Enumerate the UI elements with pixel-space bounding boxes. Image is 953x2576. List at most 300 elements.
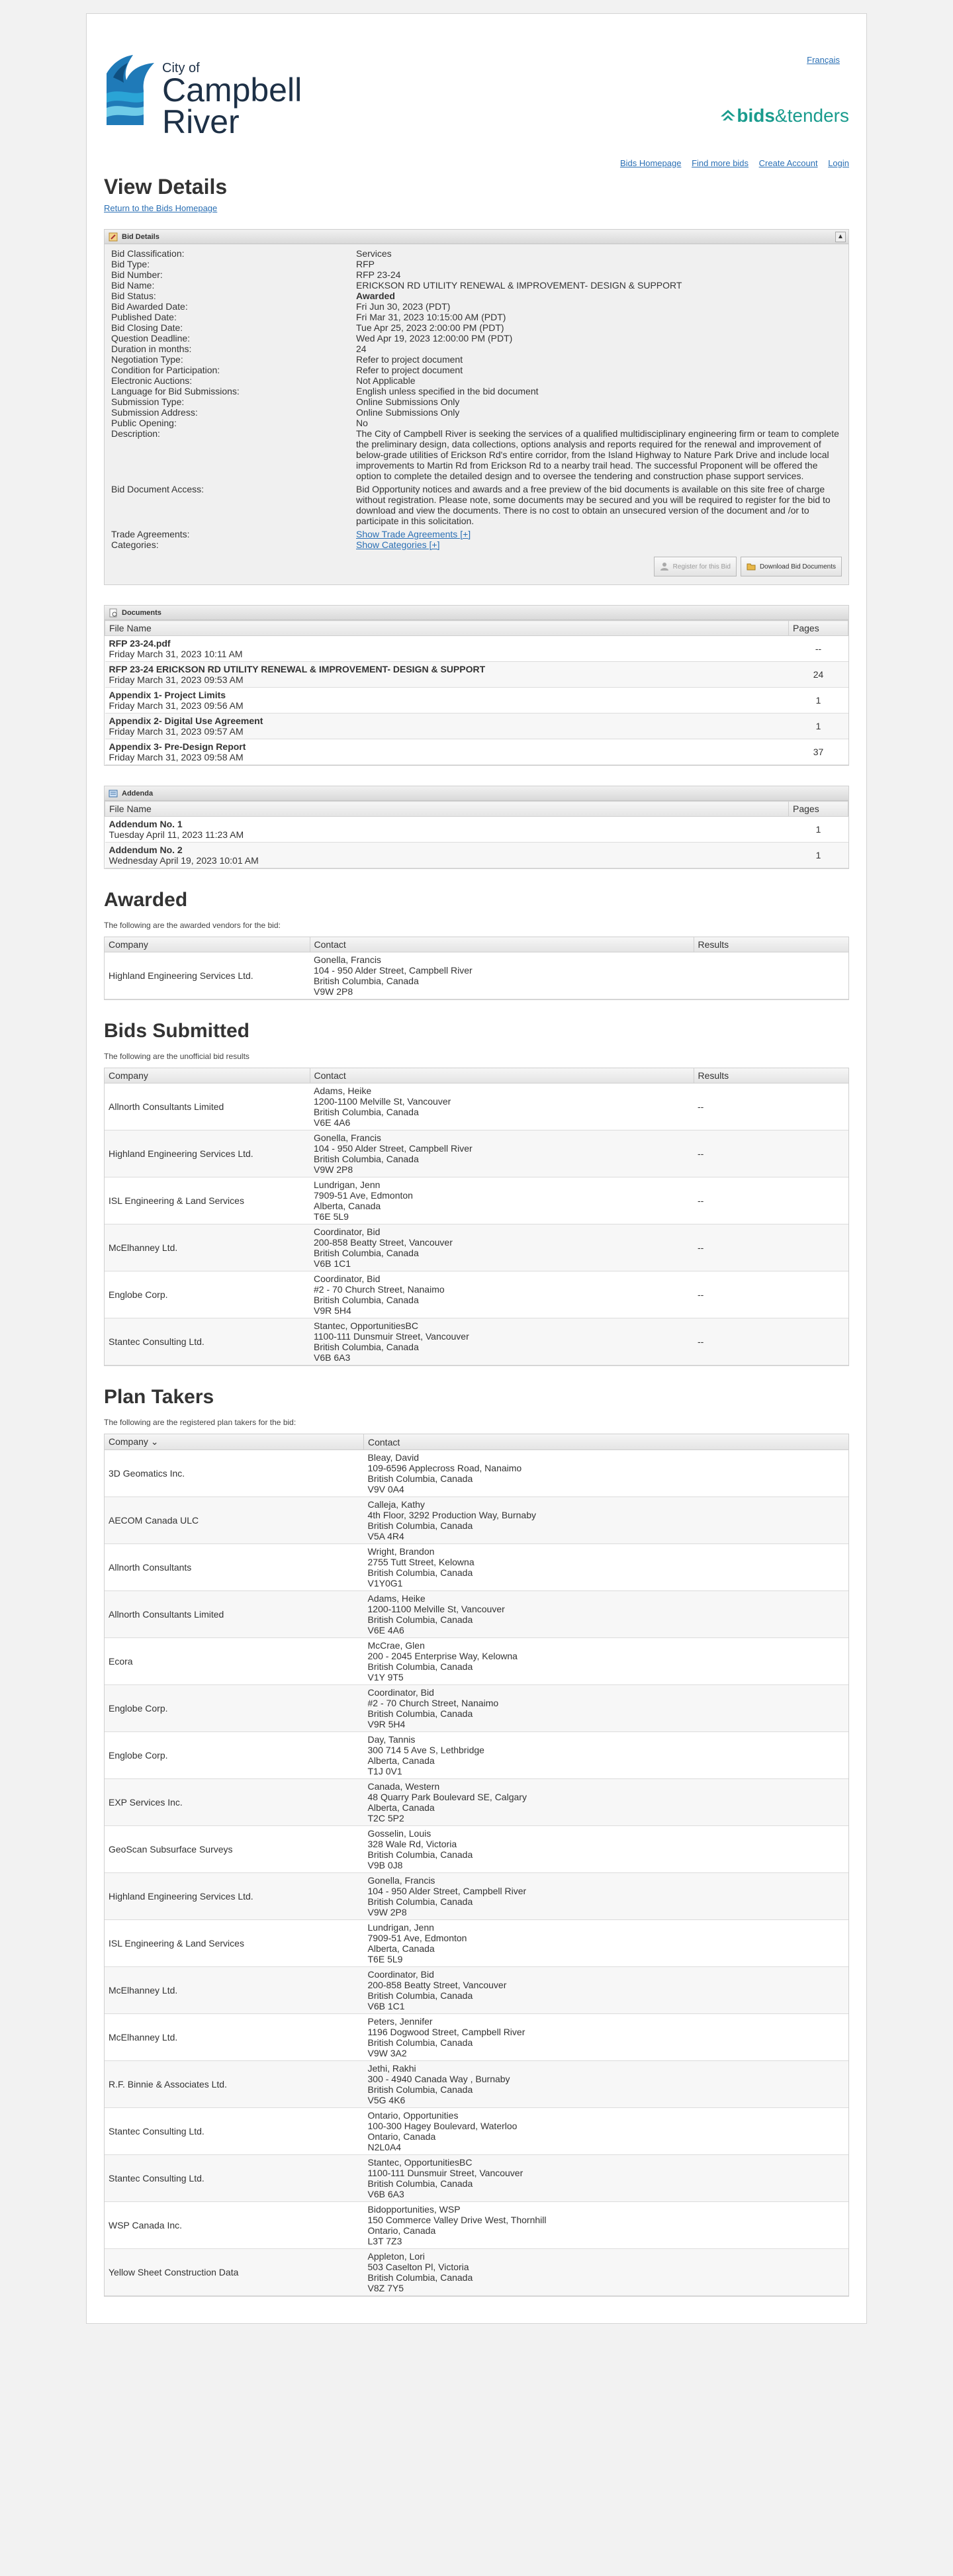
- contact-line: T2C 5P2: [367, 1813, 404, 1823]
- table-row: [105, 1967, 848, 2014]
- table-row[interactable]: [105, 636, 848, 662]
- col-contact[interactable]: Contact: [310, 1068, 694, 1083]
- file-date: Friday March 31, 2023 09:53 AM: [109, 674, 244, 685]
- logo-line1: Campbell: [162, 71, 302, 109]
- company-cell: AECOM Canada ULC: [105, 1497, 364, 1544]
- table-row: [105, 1779, 848, 1826]
- file-cell: [105, 713, 789, 739]
- bids-tenders-logo-icon: [719, 109, 737, 123]
- company-cell: Englobe Corp.: [105, 1732, 364, 1779]
- contact-line: British Columbia, Canada: [367, 2272, 473, 2283]
- nav-find-more-bids[interactable]: Find more bids: [692, 158, 749, 168]
- awarded-table-wrap: [104, 937, 849, 1000]
- detail-label: Duration in months:: [111, 344, 192, 354]
- detail-row: [111, 269, 842, 280]
- table-row: [105, 2202, 848, 2249]
- result-cell: --: [694, 1083, 848, 1130]
- contact-line: British Columbia, Canada: [314, 1248, 419, 1258]
- detail-label: Bid Document Access:: [111, 484, 204, 494]
- contact-line: V9V 0A4: [367, 1484, 404, 1495]
- contact-line: 2755 Tutt Street, Kelowna: [367, 1557, 475, 1567]
- contact-line: British Columbia, Canada: [314, 1107, 419, 1117]
- contact-cell: [364, 2202, 849, 2249]
- company-cell: WSP Canada Inc.: [105, 2202, 364, 2249]
- contact-cell: [364, 2108, 849, 2155]
- contact-cell: [310, 1271, 694, 1318]
- table-row[interactable]: [105, 662, 848, 688]
- contact-cell: [364, 1497, 849, 1544]
- contact-line: Bleay, David: [367, 1452, 420, 1463]
- awarded-subtitle: The following are the awarded vendors for the bid:: [104, 921, 281, 930]
- contact-line: V8Z 7Y5: [367, 2283, 404, 2293]
- contact-line: 200-858 Beatty Street, Vancouver: [314, 1237, 453, 1248]
- contact-line: V9R 5H4: [367, 1719, 406, 1729]
- page-count: 1: [789, 688, 848, 713]
- table-row[interactable]: [105, 739, 848, 765]
- contact-line: V9W 2P8: [314, 986, 353, 997]
- awarded-table: [105, 937, 848, 999]
- contact-cell: [364, 1732, 849, 1779]
- file-date: Friday March 31, 2023 09:58 AM: [109, 752, 244, 762]
- detail-value: Bid Opportunity notices and awards and a free preview of the bid documents is available on this site free of charge without registration. Please note, some documents may be secured and you will be required to register for the bid to download and view the documents. There is no cost to obtain an unsecured version of the document and /or to participate in this solicitation.: [356, 484, 831, 526]
- contact-line: Day, Tannis: [367, 1734, 416, 1745]
- logo-line2: River: [162, 103, 240, 140]
- contact-line: 1100-111 Dunsmuir Street, Vancouver: [314, 1331, 469, 1342]
- result-cell: --: [694, 1224, 848, 1271]
- documents-panel: [104, 605, 849, 766]
- return-link[interactable]: Return to the Bids Homepage: [104, 203, 218, 213]
- contact-line: Alberta, Canada: [367, 1755, 435, 1766]
- company-cell: Allnorth Consultants: [105, 1544, 364, 1591]
- detail-value: Fri Jun 30, 2023 (PDT): [356, 301, 451, 312]
- detail-row: [111, 312, 842, 322]
- col-results[interactable]: Results: [694, 937, 848, 952]
- contact-cell: [310, 1130, 694, 1177]
- contact-line: Lundrigan, Jenn: [314, 1179, 381, 1190]
- contact-line: T6E 5L9: [314, 1211, 349, 1222]
- result-cell: [694, 952, 848, 999]
- contact-cell: [310, 1224, 694, 1271]
- download-documents-button[interactable]: [741, 557, 842, 576]
- plan-takers-subtitle: The following are the registered plan takers for the bid:: [104, 1418, 296, 1427]
- addenda-icon: [109, 789, 118, 798]
- detail-value: RFP: [356, 259, 375, 269]
- page-title: View Details: [104, 175, 228, 199]
- table-row: [105, 2155, 848, 2202]
- detail-label: Bid Type:: [111, 259, 150, 269]
- addenda-header: [105, 786, 848, 801]
- contact-line: Adams, Heike: [367, 1593, 426, 1604]
- detail-label: Submission Type:: [111, 396, 185, 407]
- addenda-table: [105, 801, 848, 868]
- page-count: 1: [789, 713, 848, 739]
- plan-takers-table-wrap: [104, 1434, 849, 2297]
- detail-label: Trade Agreements:: [111, 529, 190, 539]
- contact-line: V6B 6A3: [367, 2189, 404, 2199]
- table-row: [105, 2014, 848, 2061]
- documents-header-row: [105, 621, 848, 636]
- detail-row: [111, 248, 842, 259]
- detail-row: [111, 301, 842, 312]
- page-count: 1: [789, 817, 848, 843]
- user-icon: [660, 562, 669, 571]
- contact-line: Coordinator, Bid: [367, 1687, 434, 1698]
- file-name[interactable]: RFP 23-24.pdf: [109, 638, 171, 649]
- company-cell: Yellow Sheet Construction Data: [105, 2249, 364, 2296]
- contact-line: V6B 1C1: [367, 2001, 405, 2011]
- table-row: [105, 1544, 848, 1591]
- file-cell: [105, 636, 789, 662]
- contact-line: 300 714 5 Ave S, Lethbridge: [367, 1745, 484, 1755]
- col-results[interactable]: Results: [694, 1068, 848, 1083]
- plan-takers-header-row: [105, 1434, 848, 1450]
- detail-row: [111, 375, 842, 386]
- company-cell: Highland Engineering Services Ltd.: [105, 952, 310, 999]
- contact-line: V6E 4A6: [367, 1625, 404, 1635]
- detail-row: [111, 259, 842, 269]
- col-company[interactable]: Company: [105, 937, 310, 952]
- contact-line: Gonella, Francis: [314, 954, 381, 965]
- bid-details-panel: [104, 229, 849, 585]
- file-name[interactable]: Appendix 2- Digital Use Agreement: [109, 715, 263, 726]
- detail-label: Categories:: [111, 539, 159, 550]
- detail-value: Services: [356, 248, 392, 259]
- detail-row: [111, 344, 842, 354]
- contact-line: British Columbia, Canada: [367, 1520, 473, 1531]
- contact-line: British Columbia, Canada: [367, 1614, 473, 1625]
- detail-row-categories: [111, 539, 842, 550]
- register-button[interactable]: [654, 557, 737, 576]
- company-cell: Highland Engineering Services Ltd.: [105, 1873, 364, 1920]
- detail-label: Description:: [111, 428, 160, 439]
- nav-bids-homepage[interactable]: Bids Homepage: [619, 158, 682, 168]
- contact-line: 7909-51 Ave, Edmonton: [314, 1190, 413, 1201]
- table-row[interactable]: [105, 688, 848, 713]
- file-name[interactable]: Appendix 3- Pre-Design Report: [109, 741, 246, 752]
- file-date: Friday March 31, 2023 10:11 AM: [109, 649, 243, 659]
- detail-value: The City of Campbell River is seeking the services of a qualified multidisciplinary engineering firm or team to complete the preliminary design, data collections, options analysis and reports required for the renewal and improvement of below-grade utilities of Erickson Rd's entire corridor, from the Island Highway to Nature Park Drive and include local improvements to Martin Rd from Erickson Rd to a nearby trail head. The successful Proponent will be offered the option to complete the detailed design and to oversee the tendering and construction phase support services.: [356, 428, 839, 481]
- col-company[interactable]: Company: [105, 1068, 310, 1083]
- file-name[interactable]: RFP 23-24 ERICKSON RD UTILITY RENEWAL & IMPROVEMENT- DESIGN & SUPPORT: [109, 664, 486, 674]
- table-row[interactable]: [105, 843, 848, 868]
- contact-line: #2 - 70 Church Street, Nanaimo: [367, 1698, 499, 1708]
- contact-line: 1196 Dogwood Street, Campbell River: [367, 2027, 525, 2037]
- contact-line: V9R 5H4: [314, 1305, 351, 1316]
- detail-value: Fri Mar 31, 2023 10:15:00 AM (PDT): [356, 312, 506, 322]
- col-pages[interactable]: Pages: [789, 621, 848, 636]
- detail-row: [111, 396, 842, 407]
- detail-row-trade: [111, 529, 842, 539]
- contact-cell: [364, 2249, 849, 2296]
- addenda-title: Addenda: [122, 789, 154, 798]
- table-row: [105, 2249, 848, 2296]
- detail-row: [111, 333, 842, 344]
- detail-row: [111, 354, 842, 365]
- company-cell: Stantec Consulting Ltd.: [105, 2155, 364, 2202]
- detail-row: [111, 280, 842, 291]
- brand-light-text: &tenders: [774, 105, 849, 126]
- detail-value: ERICKSON RD UTILITY RENEWAL & IMPROVEMENT- DESIGN & SUPPORT: [356, 280, 682, 291]
- contact-line: V1Y 9T5: [367, 1672, 404, 1682]
- company-cell: McElhanney Ltd.: [105, 2014, 364, 2061]
- page-container: [86, 13, 867, 2324]
- plan-takers-table: [105, 1434, 848, 2296]
- plan-takers-title: Plan Takers: [104, 1386, 214, 1408]
- contact-line: McCrae, Glen: [367, 1640, 425, 1651]
- detail-row: [111, 484, 842, 526]
- contact-line: V9W 3A2: [367, 2048, 407, 2058]
- contact-cell: [364, 1873, 849, 1920]
- contact-line: Stantec, OpportunitiesBC: [367, 2157, 473, 2168]
- contact-line: Coordinator, Bid: [314, 1226, 381, 1237]
- contact-line: British Columbia, Canada: [367, 1708, 473, 1719]
- contact-line: 48 Quarry Park Boulevard SE, Calgary: [367, 1792, 527, 1802]
- contact-line: T1J 0V1: [367, 1766, 402, 1776]
- contact-line: Ontario, Canada: [367, 2131, 436, 2142]
- contact-line: V1Y0G1: [367, 1578, 403, 1588]
- table-row: [105, 1920, 848, 1967]
- col-contact[interactable]: Contact: [364, 1434, 849, 1450]
- company-cell: 3D Geomatics Inc.: [105, 1450, 364, 1497]
- detail-label: Bid Name:: [111, 280, 155, 291]
- campbell-river-logo-icon: [104, 54, 157, 126]
- bids-submitted-table: [105, 1068, 848, 1365]
- logo-small-text: City of: [162, 61, 200, 75]
- col-company-sort[interactable]: Company ⌄: [105, 1434, 364, 1450]
- company-cell: Englobe Corp.: [105, 1271, 310, 1318]
- detail-value: 24: [356, 344, 367, 354]
- detail-label: Condition for Participation:: [111, 365, 220, 375]
- contact-cell: [364, 1450, 849, 1497]
- contact-line: Gonella, Francis: [367, 1875, 435, 1886]
- contact-line: 200 - 2045 Enterprise Way, Kelowna: [367, 1651, 518, 1661]
- contact-line: British Columbia, Canada: [314, 1295, 419, 1305]
- detail-value: Awarded: [356, 291, 395, 301]
- contact-line: #2 - 70 Church Street, Nanaimo: [314, 1284, 445, 1295]
- table-row: [105, 1450, 848, 1497]
- bids-submitted-header-row: [105, 1068, 848, 1083]
- contact-cell: [364, 1920, 849, 1967]
- detail-row: [111, 365, 842, 375]
- bids-submitted-title: Bids Submitted: [104, 1020, 250, 1042]
- contact-line: Appleton, Lori: [367, 2251, 425, 2262]
- contact-line: British Columbia, Canada: [367, 1567, 473, 1578]
- table-row[interactable]: [105, 713, 848, 739]
- page-count: 24: [789, 662, 848, 688]
- page-count: 1: [789, 843, 848, 868]
- company-cell: R.F. Binnie & Associates Ltd.: [105, 2061, 364, 2108]
- table-row: [105, 952, 848, 999]
- contact-line: Peters, Jennifer: [367, 2016, 433, 2027]
- detail-value: Not Applicable: [356, 375, 416, 386]
- contact-line: 100-300 Hagey Boulevard, Waterloo: [367, 2121, 518, 2131]
- contact-line: Gosselin, Louis: [367, 1828, 431, 1839]
- file-date: Friday March 31, 2023 09:56 AM: [109, 700, 244, 711]
- detail-value: Online Submissions Only: [356, 407, 460, 418]
- contact-line: V6B 6A3: [314, 1352, 351, 1363]
- col-pages[interactable]: Pages: [789, 802, 848, 817]
- documents-icon: [109, 608, 118, 618]
- file-cell: [105, 739, 789, 765]
- company-cell: McElhanney Ltd.: [105, 1967, 364, 2014]
- company-cell: Stantec Consulting Ltd.: [105, 2108, 364, 2155]
- brand-bold-text: bids: [737, 105, 775, 126]
- contact-line: Ontario, Canada: [367, 2225, 436, 2236]
- contact-line: V5G 4K6: [367, 2095, 406, 2105]
- contact-line: Gonella, Francis: [314, 1132, 381, 1143]
- company-cell: Highland Engineering Services Ltd.: [105, 1130, 310, 1177]
- detail-label: Bid Classification:: [111, 248, 185, 259]
- awarded-title: Awarded: [104, 889, 188, 911]
- contact-line: British Columbia, Canada: [367, 1990, 473, 2001]
- table-row: [105, 1271, 848, 1318]
- detail-label: Bid Awarded Date:: [111, 301, 188, 312]
- file-date: Tuesday April 11, 2023 11:23 AM: [109, 829, 244, 840]
- contact-cell: [364, 2155, 849, 2202]
- table-row: [105, 2108, 848, 2155]
- col-file-name[interactable]: File Name: [105, 621, 789, 636]
- contact-line: Canada, Western: [367, 1781, 440, 1792]
- file-cell: [105, 688, 789, 713]
- contact-line: V9W 2P8: [367, 1907, 407, 1917]
- contact-line: 1200-1100 Melville St, Vancouver: [367, 1604, 505, 1614]
- bid-actions: [111, 550, 842, 579]
- table-row[interactable]: [105, 817, 848, 843]
- file-date: Friday March 31, 2023 09:57 AM: [109, 726, 244, 737]
- contact-line: 150 Commerce Valley Drive West, Thornhill: [367, 2215, 547, 2225]
- bid-details-body: [105, 244, 848, 584]
- contact-line: Alberta, Canada: [314, 1201, 381, 1211]
- contact-cell: [364, 1544, 849, 1591]
- detail-value: Online Submissions Only: [356, 396, 460, 407]
- bids-tenders-brand[interactable]: [719, 105, 849, 126]
- table-row: [105, 1826, 848, 1873]
- company-cell: Stantec Consulting Ltd.: [105, 1318, 310, 1365]
- contact-line: 503 Caselton Pl, Victoria: [367, 2262, 469, 2272]
- file-cell: [105, 843, 789, 868]
- company-cell: EXP Services Inc.: [105, 1779, 364, 1826]
- col-contact[interactable]: Contact: [310, 937, 694, 952]
- contact-line: V9W 2P8: [314, 1164, 353, 1175]
- detail-value: Refer to project document: [356, 354, 463, 365]
- contact-line: Stantec, OpportunitiesBC: [314, 1320, 418, 1331]
- detail-rows: [111, 248, 842, 526]
- detail-value: Tue Apr 25, 2023 2:00:00 PM (PDT): [356, 322, 504, 333]
- contact-line: 7909-51 Ave, Edmonton: [367, 1933, 467, 1943]
- contact-line: 200-858 Beatty Street, Vancouver: [367, 1980, 507, 1990]
- nav-create-account[interactable]: Create Account: [758, 158, 818, 168]
- contact-line: Jethi, Rakhi: [367, 2063, 416, 2074]
- nav-login[interactable]: Login: [828, 158, 849, 168]
- show-categories-link[interactable]: Show Categories [+]: [356, 539, 440, 550]
- table-row: [105, 1638, 848, 1685]
- contact-line: British Columbia, Canada: [367, 1661, 473, 1672]
- show-trade-agreements-link[interactable]: Show Trade Agreements [+]: [356, 529, 471, 539]
- contact-line: British Columbia, Canada: [367, 2178, 473, 2189]
- table-row: [105, 2061, 848, 2108]
- file-name[interactable]: Addendum No. 1: [109, 819, 183, 829]
- addenda-header-row: [105, 802, 848, 817]
- contact-line: British Columbia, Canada: [367, 1473, 473, 1484]
- bid-details-icon: [109, 232, 118, 242]
- detail-label: Electronic Auctions:: [111, 375, 193, 386]
- contact-line: Alberta, Canada: [367, 1943, 435, 1954]
- file-name[interactable]: Addendum No. 2: [109, 845, 183, 855]
- col-file-name[interactable]: File Name: [105, 802, 789, 817]
- company-cell: ISL Engineering & Land Services: [105, 1177, 310, 1224]
- table-row: [105, 1873, 848, 1920]
- contact-line: V5A 4R4: [367, 1531, 404, 1541]
- city-logo[interactable]: [104, 54, 302, 138]
- register-label: Register for this Bid: [672, 563, 731, 571]
- detail-row: [111, 322, 842, 333]
- detail-label: Question Deadline:: [111, 333, 191, 344]
- contact-cell: [364, 1638, 849, 1685]
- collapse-icon[interactable]: ▲: [835, 232, 846, 242]
- detail-label: Bid Closing Date:: [111, 322, 183, 333]
- bids-submitted-subtitle: The following are the unofficial bid results: [104, 1052, 250, 1061]
- contact-line: 104 - 950 Alder Street, Campbell River: [367, 1886, 527, 1896]
- table-row: [105, 1177, 848, 1224]
- table-row: [105, 1083, 848, 1130]
- awarded-header-row: [105, 937, 848, 952]
- contact-line: L3T 7Z3: [367, 2236, 402, 2246]
- contact-cell: [310, 1083, 694, 1130]
- file-name[interactable]: Appendix 1- Project Limits: [109, 690, 226, 700]
- contact-line: Coordinator, Bid: [314, 1273, 381, 1284]
- detail-value: English unless specified in the bid document: [356, 386, 539, 396]
- contact-line: British Columbia, Canada: [314, 1154, 419, 1164]
- detail-value: Refer to project document: [356, 365, 463, 375]
- file-cell: [105, 662, 789, 688]
- contact-line: Alberta, Canada: [367, 1802, 435, 1813]
- documents-header: [105, 606, 848, 620]
- table-row: [105, 1497, 848, 1544]
- table-row: [105, 1685, 848, 1732]
- contact-cell: [364, 1967, 849, 2014]
- result-cell: --: [694, 1318, 848, 1365]
- detail-label: Bid Number:: [111, 269, 163, 280]
- contact-line: British Columbia, Canada: [367, 1896, 473, 1907]
- contact-line: 328 Wale Rd, Victoria: [367, 1839, 457, 1849]
- bid-details-header: [105, 230, 848, 244]
- top-navigation: [104, 158, 849, 168]
- site-header: [104, 54, 849, 153]
- detail-row: [111, 386, 842, 396]
- company-cell: McElhanney Ltd.: [105, 1224, 310, 1271]
- contact-line: British Columbia, Canada: [367, 1849, 473, 1860]
- contact-cell: [310, 1318, 694, 1365]
- language-link[interactable]: Français: [807, 55, 840, 65]
- contact-line: British Columbia, Canada: [314, 976, 419, 986]
- detail-label: Bid Status:: [111, 291, 156, 301]
- contact-line: N2L0A4: [367, 2142, 402, 2152]
- page-count: 37: [789, 739, 848, 765]
- contact-line: Wright, Brandon: [367, 1546, 435, 1557]
- contact-cell: [310, 1177, 694, 1224]
- contact-line: Lundrigan, Jenn: [367, 1922, 434, 1933]
- detail-value: No: [356, 418, 368, 428]
- contact-line: 109-6596 Applecross Road, Nanaimo: [367, 1463, 522, 1473]
- table-row: [105, 1318, 848, 1365]
- detail-value: Wed Apr 19, 2023 12:00:00 PM (PDT): [356, 333, 513, 344]
- company-cell: Ecora: [105, 1638, 364, 1685]
- contact-cell: [364, 1591, 849, 1638]
- file-cell: [105, 817, 789, 843]
- contact-line: 104 - 950 Alder Street, Campbell River: [314, 965, 473, 976]
- bid-details-title: Bid Details: [122, 232, 159, 241]
- detail-row: [111, 291, 842, 301]
